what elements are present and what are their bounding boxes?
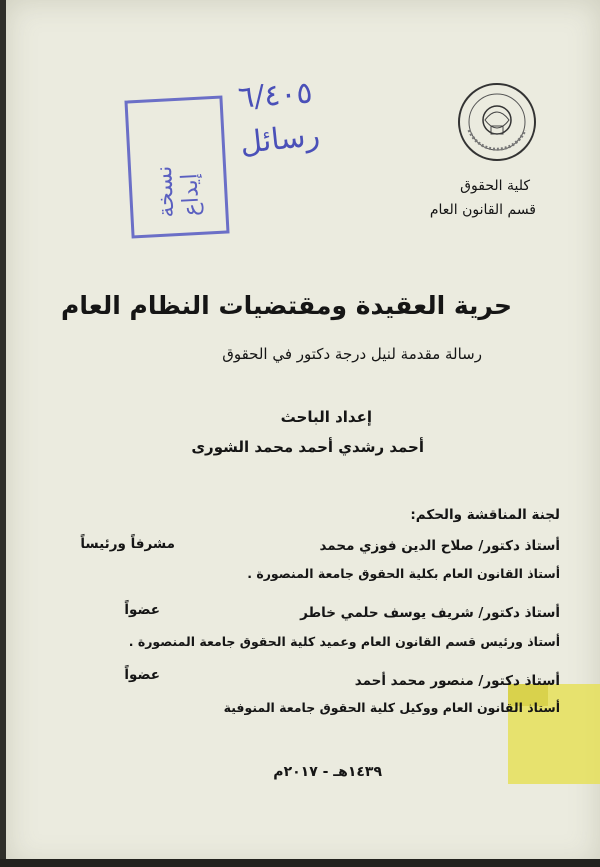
- thesis-title: حرية العقيدة ومقتضيات النظام العام: [61, 291, 512, 320]
- thesis-date: ١٤٣٩هـ - ٢٠١٧م: [273, 764, 382, 780]
- member-1-description: أستاذ القانون العام بكلية الحقوق جامعة المنصورة .: [247, 566, 560, 581]
- member-3-name: أستاذ دكتور/ منصور محمد أحمد: [354, 673, 560, 689]
- faculty-name: كلية الحقوق: [460, 178, 530, 194]
- member-2-description: أستاذ ورئيس قسم القانون العام وعميد كلية الحقوق جامعة المنصورة .: [128, 634, 560, 649]
- committee-label: لجنة المناقشة والحكم:: [410, 507, 560, 523]
- prepared-by-label: إعداد الباحث: [280, 408, 372, 426]
- library-stamp: [124, 96, 229, 239]
- handwritten-number: ٦/٤٠٥: [236, 75, 314, 116]
- thesis-subtitle: رسالة مقدمة لنيل درجة دكتور في الحقوق: [222, 345, 482, 363]
- stamp-text: نسخة إيداع: [151, 165, 205, 219]
- author-name: أحمد رشدي أحمد محمد الشورى: [191, 438, 424, 456]
- department-name: قسم القانون العام: [429, 202, 536, 218]
- member-1-name: أستاذ دكتور/ صلاح الدين فوزي محمد: [319, 538, 560, 554]
- member-2-role: عضواً: [124, 602, 160, 618]
- university-logo: [455, 80, 539, 164]
- scan-bottom-edge: [0, 859, 600, 867]
- handwritten-word: رسائل: [238, 117, 322, 162]
- member-3-role: عضواً: [124, 667, 160, 683]
- member-2-name: أستاذ دكتور/ شريف يوسف حلمي خاطر: [300, 605, 560, 621]
- member-3-description: أستاذ القانون العام ووكيل كلية الحقوق جامعة المنوفية: [223, 700, 560, 715]
- member-1-role: مشرفاً ورئيساً: [80, 536, 175, 552]
